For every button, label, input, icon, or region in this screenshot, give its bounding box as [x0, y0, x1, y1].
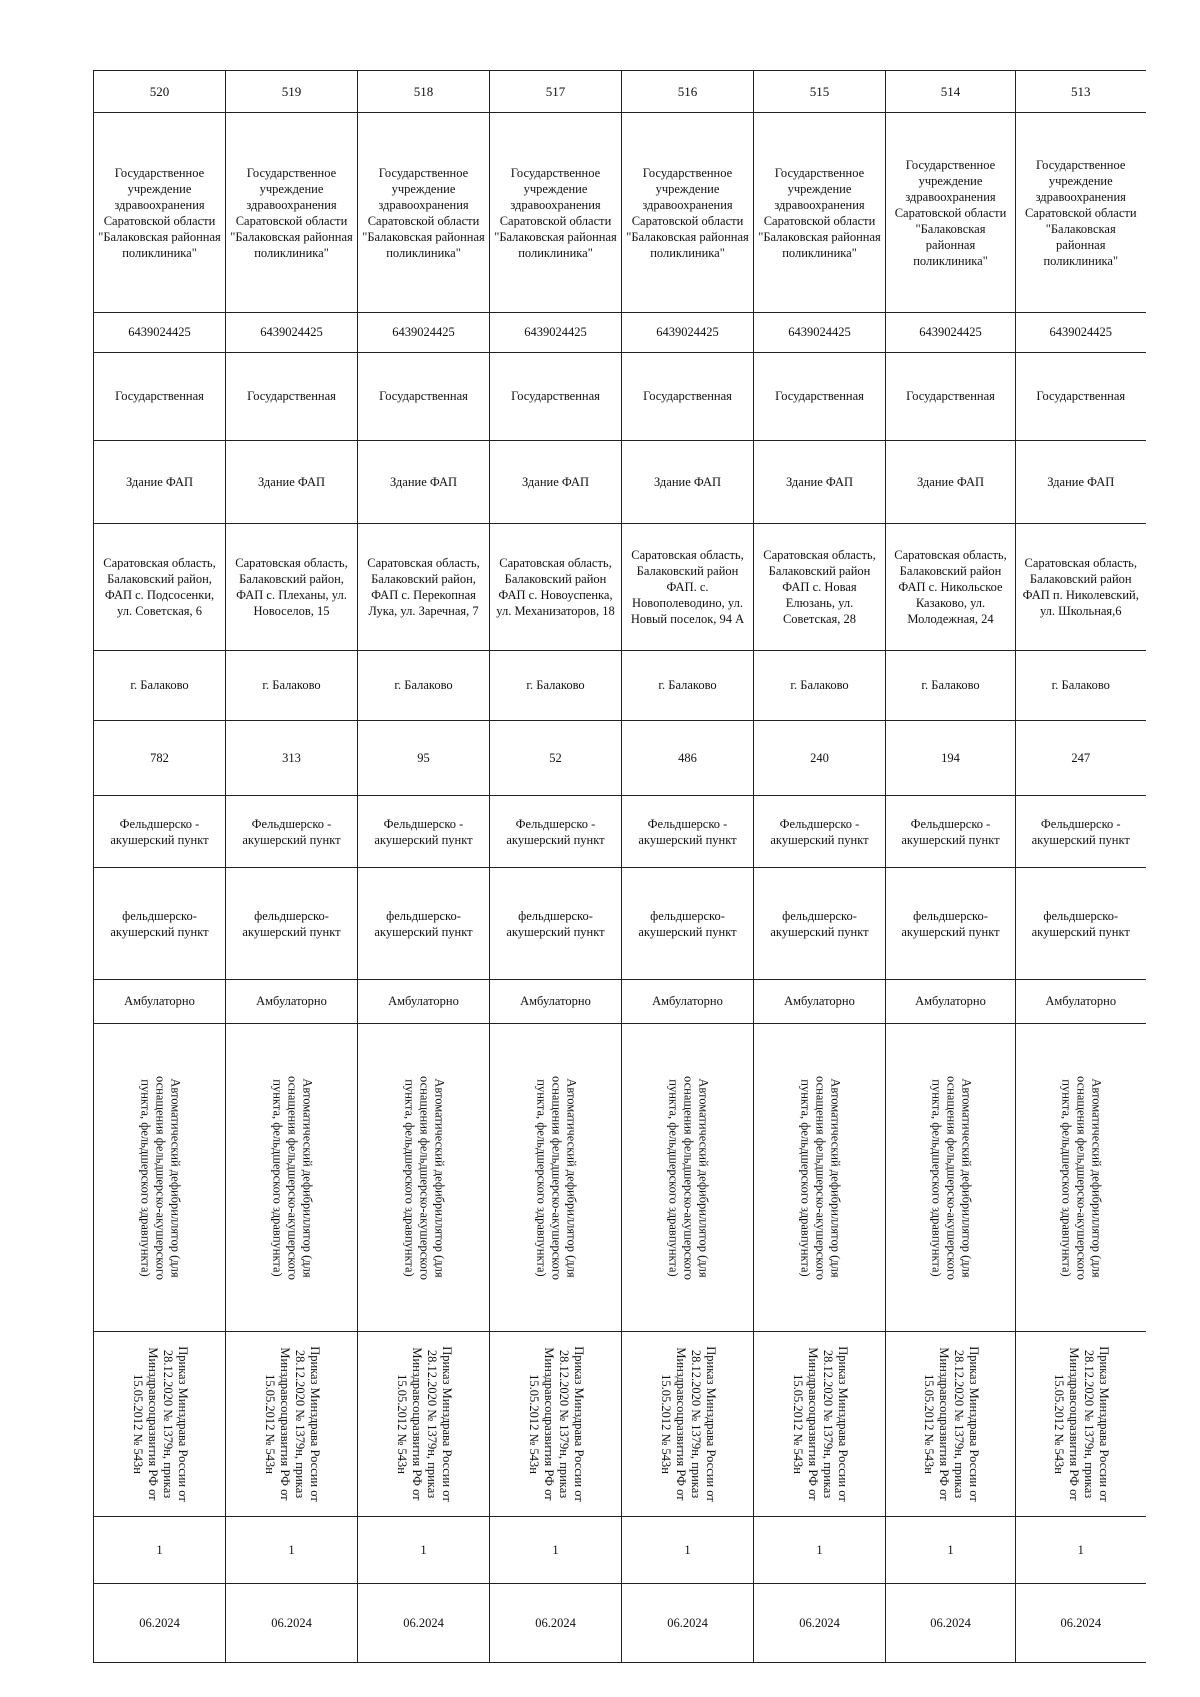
order-cell — [622, 1332, 754, 1517]
table-row-address — [94, 524, 1146, 651]
quantity-cell: 1 — [226, 1517, 358, 1584]
quantity-cell: 1 — [94, 1517, 226, 1584]
organization-cell: Государственное учреждение здравоохранения Саратовской области "Балаковская районная поликлиника" — [358, 113, 490, 313]
order-cell — [358, 1332, 490, 1517]
equipment-cell — [94, 1024, 226, 1332]
facility-type-cell: Фельдшерско - акушерский пункт — [754, 796, 886, 868]
date-cell: 06.2024 — [622, 1584, 754, 1663]
table-row-building — [94, 441, 1146, 524]
date-cell: 06.2024 — [490, 1584, 622, 1663]
city-cell: г. Балаково — [754, 651, 886, 721]
facility-type-cell: Фельдшерско - акушерский пункт — [226, 796, 358, 868]
ownership-form-cell: Государственная — [754, 353, 886, 441]
quantity-cell: 1 — [1016, 1517, 1146, 1584]
inn-cell: 6439024425 — [1016, 313, 1146, 353]
table-row-type — [94, 796, 1146, 868]
care-mode-cell: Амбулаторно — [1016, 980, 1146, 1024]
record-number-cell: 514 — [886, 71, 1016, 113]
record-number-cell: 518 — [358, 71, 490, 113]
table-row-population — [94, 721, 1146, 796]
equipment-cell — [886, 1024, 1016, 1332]
table-row-date — [94, 1584, 1146, 1663]
building-cell: Здание ФАП — [490, 441, 622, 524]
table-row-subtype — [94, 868, 1146, 980]
record-number-cell: 520 — [94, 71, 226, 113]
address-cell: Саратовская область, Балаковский район ФАП с. Никольское Казаково, ул. Молодежная, 24 — [886, 524, 1016, 651]
date-cell: 06.2024 — [358, 1584, 490, 1663]
facility-subtype-cell: фельдшерско-акушерский пункт — [490, 868, 622, 980]
order-cell — [754, 1332, 886, 1517]
ownership-form-cell: Государственная — [622, 353, 754, 441]
inn-cell: 6439024425 — [94, 313, 226, 353]
date-cell: 06.2024 — [754, 1584, 886, 1663]
address-cell: Саратовская область, Балаковский район, ФАП с. Плеханы, ул. Новоселов, 15 — [226, 524, 358, 651]
record-number-cell: 516 — [622, 71, 754, 113]
facility-subtype-cell: фельдшерско-акушерский пункт — [1016, 868, 1146, 980]
city-cell: г. Балаково — [490, 651, 622, 721]
equipment-cell-text: Автоматический дефибриллятор (для оснащения фельдшерско-акушерского пункта, фельдшерского здравпункта) — [534, 1075, 578, 1280]
equipment-cell — [358, 1024, 490, 1332]
table-body — [94, 71, 1146, 1663]
order-cell-text: Приказ Минздрава России от 28.12.2020 № 1379н, приказ Минздравсоцразвития РФ от 15.05.2012 № 543н — [790, 1346, 850, 1502]
inn-cell: 6439024425 — [754, 313, 886, 353]
equipment-cell-text: Автоматический дефибриллятор (для оснащения фельдшерско-акушерского пункта, фельдшерского здравпункта) — [402, 1075, 446, 1280]
document-sheet — [93, 70, 1145, 1663]
inn-cell: 6439024425 — [622, 313, 754, 353]
order-cell — [1016, 1332, 1146, 1517]
table-row-form — [94, 353, 1146, 441]
care-mode-cell: Амбулаторно — [490, 980, 622, 1024]
population-cell: 782 — [94, 721, 226, 796]
record-number-cell: 517 — [490, 71, 622, 113]
ownership-form-cell: Государственная — [226, 353, 358, 441]
facility-subtype-cell: фельдшерско-акушерский пункт — [94, 868, 226, 980]
ownership-form-cell: Государственная — [94, 353, 226, 441]
equipment-cell — [226, 1024, 358, 1332]
ownership-form-cell: Государственная — [886, 353, 1016, 441]
date-cell: 06.2024 — [886, 1584, 1016, 1663]
building-cell: Здание ФАП — [1016, 441, 1146, 524]
order-cell-text: Приказ Минздрава России от 28.12.2020 № 1379н, приказ Минздравсоцразвития РФ от 15.05.2012 № 543н — [658, 1346, 718, 1502]
order-cell-text: Приказ Минздрава России от 28.12.2020 № 1379н, приказ Минздравсоцразвития РФ от 15.05.2012 № 543н — [526, 1346, 586, 1502]
city-cell: г. Балаково — [1016, 651, 1146, 721]
address-cell: Саратовская область, Балаковский район ФАП с. Новоуспенка, ул. Механизаторов, 18 — [490, 524, 622, 651]
table-row-equipment — [94, 1024, 1146, 1332]
facility-type-cell: Фельдшерско - акушерский пункт — [490, 796, 622, 868]
building-cell: Здание ФАП — [754, 441, 886, 524]
equipment-cell-text: Автоматический дефибриллятор (для оснащения фельдшерско-акушерского пункта, фельдшерского здравпункта) — [798, 1075, 842, 1280]
order-cell-text: Приказ Минздрава России от 28.12.2020 № 1379н, приказ Минздравсоцразвития РФ от 15.05.2012 № 543н — [130, 1346, 190, 1502]
table-row-order — [94, 1332, 1146, 1517]
care-mode-cell: Амбулаторно — [886, 980, 1016, 1024]
city-cell: г. Балаково — [226, 651, 358, 721]
building-cell: Здание ФАП — [226, 441, 358, 524]
table-row-city — [94, 651, 1146, 721]
quantity-cell: 1 — [358, 1517, 490, 1584]
order-cell — [490, 1332, 622, 1517]
address-cell: Саратовская область, Балаковский район ФАП п. Николевский, ул. Школьная,6 — [1016, 524, 1146, 651]
date-cell: 06.2024 — [226, 1584, 358, 1663]
population-cell: 313 — [226, 721, 358, 796]
organization-cell: Государственное учреждение здравоохранения Саратовской области "Балаковская районная поликлиника" — [886, 113, 1016, 313]
building-cell: Здание ФАП — [94, 441, 226, 524]
ownership-form-cell: Государственная — [358, 353, 490, 441]
equipment-cell-text: Автоматический дефибриллятор (для оснащения фельдшерско-акушерского пункта, фельдшерского здравпункта) — [138, 1075, 182, 1280]
order-cell-text: Приказ Минздрава России от 28.12.2020 № 1379н, приказ Минздравсоцразвития РФ от 15.05.2012 № 543н — [921, 1346, 981, 1502]
inn-cell: 6439024425 — [358, 313, 490, 353]
inn-cell: 6439024425 — [886, 313, 1016, 353]
equipment-cell-text: Автоматический дефибриллятор (для оснащения фельдшерско-акушерского пункта, фельдшерского здравпункта) — [1059, 1075, 1104, 1280]
care-mode-cell: Амбулаторно — [622, 980, 754, 1024]
organization-cell: Государственное учреждение здравоохранения Саратовской области "Балаковская районная поликлиника" — [622, 113, 754, 313]
facility-type-cell: Фельдшерско - акушерский пункт — [622, 796, 754, 868]
building-cell: Здание ФАП — [622, 441, 754, 524]
equipment-cell — [622, 1024, 754, 1332]
quantity-cell: 1 — [886, 1517, 1016, 1584]
building-cell: Здание ФАП — [886, 441, 1016, 524]
quantity-cell: 1 — [622, 1517, 754, 1584]
table-row-org — [94, 113, 1146, 313]
record-number-cell: 513 — [1016, 71, 1146, 113]
equipment-cell-text: Автоматический дефибриллятор (для оснащения фельдшерско-акушерского пункта, фельдшерского здравпункта) — [929, 1075, 973, 1280]
facility-type-cell: Фельдшерско - акушерский пункт — [358, 796, 490, 868]
equipment-table — [93, 70, 1146, 1663]
population-cell: 486 — [622, 721, 754, 796]
address-cell: Саратовская область, Балаковский район, ФАП с. Подсосенки, ул. Советская, 6 — [94, 524, 226, 651]
population-cell: 247 — [1016, 721, 1146, 796]
facility-subtype-cell: фельдшерско-акушерский пункт — [754, 868, 886, 980]
order-cell-text: Приказ Минздрава России от 28.12.2020 № 1379н, приказ Минздравсоцразвития РФ от 15.05.2012 № 543н — [262, 1346, 322, 1502]
address-cell: Саратовская область, Балаковский район, ФАП с. Перекопная Лука, ул. Заречная, 7 — [358, 524, 490, 651]
order-cell-text: Приказ Минздрава России от 28.12.2020 № 1379н, приказ Минздравсоцразвития РФ от 15.05.2012 № 543н — [394, 1346, 454, 1502]
record-number-cell: 515 — [754, 71, 886, 113]
ownership-form-cell: Государственная — [490, 353, 622, 441]
organization-cell: Государственное учреждение здравоохранения Саратовской области "Балаковская районная поликлиника" — [1016, 113, 1146, 313]
facility-subtype-cell: фельдшерско-акушерский пункт — [622, 868, 754, 980]
equipment-cell-text: Автоматический дефибриллятор (для оснащения фельдшерско-акушерского пункта, фельдшерского здравпункта) — [270, 1075, 314, 1280]
care-mode-cell: Амбулаторно — [358, 980, 490, 1024]
inn-cell: 6439024425 — [490, 313, 622, 353]
order-cell — [226, 1332, 358, 1517]
quantity-cell: 1 — [754, 1517, 886, 1584]
table-row-qty — [94, 1517, 1146, 1584]
table-row-inn — [94, 313, 1146, 353]
order-cell-text: Приказ Минздрава России от 28.12.2020 № 1379н, приказ Минздравсоцразвития РФ от 15.05.2012 № 543н — [1051, 1346, 1111, 1502]
inn-cell: 6439024425 — [226, 313, 358, 353]
population-cell: 52 — [490, 721, 622, 796]
table-row-num — [94, 71, 1146, 113]
city-cell: г. Балаково — [94, 651, 226, 721]
care-mode-cell: Амбулаторно — [226, 980, 358, 1024]
order-cell — [94, 1332, 226, 1517]
date-cell: 06.2024 — [1016, 1584, 1146, 1663]
care-mode-cell: Амбулаторно — [754, 980, 886, 1024]
building-cell: Здание ФАП — [358, 441, 490, 524]
equipment-cell — [490, 1024, 622, 1332]
facility-type-cell: Фельдшерско - акушерский пункт — [1016, 796, 1146, 868]
address-cell: Саратовская область, Балаковский район ФАП. с. Новополеводино, ул. Новый поселок, 94 А — [622, 524, 754, 651]
city-cell: г. Балаково — [622, 651, 754, 721]
record-number-cell: 519 — [226, 71, 358, 113]
facility-subtype-cell: фельдшерско-акушерский пункт — [226, 868, 358, 980]
city-cell: г. Балаково — [886, 651, 1016, 721]
population-cell: 95 — [358, 721, 490, 796]
facility-type-cell: Фельдшерско - акушерский пункт — [94, 796, 226, 868]
organization-cell: Государственное учреждение здравоохранения Саратовской области "Балаковская районная поликлиника" — [94, 113, 226, 313]
facility-subtype-cell: фельдшерско-акушерский пункт — [886, 868, 1016, 980]
order-cell — [886, 1332, 1016, 1517]
address-cell: Саратовская область, Балаковский район ФАП с. Новая Елюзань, ул. Советская, 28 — [754, 524, 886, 651]
care-mode-cell: Амбулаторно — [94, 980, 226, 1024]
equipment-cell-text: Автоматический дефибриллятор (для оснащения фельдшерско-акушерского пункта, фельдшерского здравпункта) — [666, 1075, 710, 1280]
table-row-care — [94, 980, 1146, 1024]
population-cell: 194 — [886, 721, 1016, 796]
organization-cell: Государственное учреждение здравоохранения Саратовской области "Балаковская районная поликлиника" — [226, 113, 358, 313]
city-cell: г. Балаково — [358, 651, 490, 721]
date-cell: 06.2024 — [94, 1584, 226, 1663]
equipment-cell — [1016, 1024, 1146, 1332]
population-cell: 240 — [754, 721, 886, 796]
quantity-cell: 1 — [490, 1517, 622, 1584]
facility-type-cell: Фельдшерско - акушерский пункт — [886, 796, 1016, 868]
facility-subtype-cell: фельдшерско-акушерский пункт — [358, 868, 490, 980]
equipment-cell — [754, 1024, 886, 1332]
organization-cell: Государственное учреждение здравоохранения Саратовской области "Балаковская районная поликлиника" — [754, 113, 886, 313]
organization-cell: Государственное учреждение здравоохранения Саратовской области "Балаковская районная поликлиника" — [490, 113, 622, 313]
ownership-form-cell: Государственная — [1016, 353, 1146, 441]
